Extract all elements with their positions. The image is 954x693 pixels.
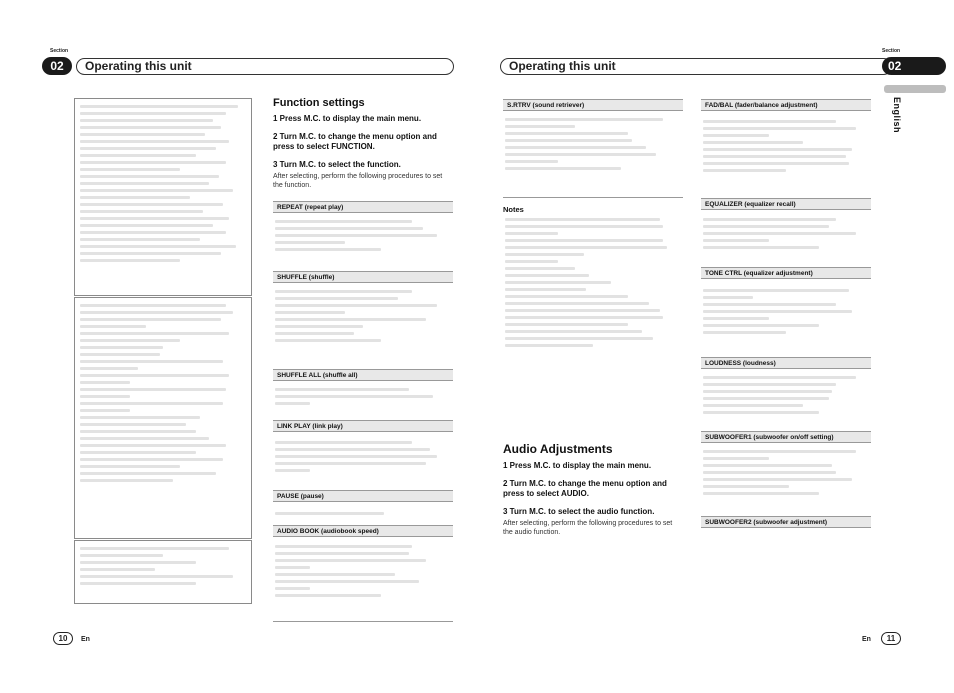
setting-body-loudness — [703, 376, 869, 418]
text-box-srtrv — [74, 540, 252, 604]
page-title-left: Operating this unit — [76, 58, 454, 75]
setting-body-link-play — [275, 441, 451, 476]
language-tab-english: English — [892, 97, 902, 134]
audio-step-2: 2 Turn M.C. to change the menu option and press to select AUDIO. — [503, 479, 667, 498]
section-number-left: 02 — [42, 57, 72, 75]
setting-head-shuffle: SHUFFLE (shuffle) — [273, 271, 453, 283]
function-step-1: 1 Press M.C. to display the main menu. — [273, 114, 422, 123]
setting-head-fad-bal: FAD/BAL (fader/balance adjustment) — [701, 99, 871, 111]
column-end-rule-left — [273, 621, 453, 622]
notes-heading: Notes — [503, 205, 524, 214]
audio-intro: After selecting, perform the following procedures to set the audio function. — [503, 520, 673, 536]
setting-body-repeat — [275, 220, 451, 255]
setting-head-shuffle-all: SHUFFLE ALL (shuffle all) — [273, 369, 453, 381]
language-tab-bar — [884, 85, 946, 93]
setting-head-repeat: REPEAT (repeat play) — [273, 201, 453, 213]
srtrv-end-rule — [503, 197, 683, 198]
page-title-right: Operating this unit — [500, 58, 892, 75]
language-code-left: En — [81, 636, 90, 643]
setting-body-tone-ctrl — [703, 289, 869, 338]
text-box-app-mode — [74, 297, 252, 539]
setting-head-srtrv: S.RTRV (sound retriever) — [503, 99, 683, 111]
setting-body-shuffle-all — [275, 388, 451, 409]
function-step-2: 2 Turn M.C. to change the menu option and press to select FUNCTION. — [273, 132, 437, 151]
setting-body-audio-book — [275, 545, 451, 601]
setting-head-loudness: LOUDNESS (loudness) — [701, 357, 871, 369]
setting-body-equalizer — [703, 218, 869, 253]
language-code-right: En — [862, 636, 871, 643]
setting-head-pause: PAUSE (pause) — [273, 490, 453, 502]
setting-body-pause — [275, 512, 451, 519]
setting-head-tone-ctrl: TONE CTRL (equalizer adjustment) — [701, 267, 871, 279]
setting-head-equalizer: EQUALIZER (equalizer recall) — [701, 198, 871, 210]
setting-body-shuffle — [275, 290, 451, 346]
page-number-right: 11 — [881, 632, 901, 645]
audio-step-3: 3 Turn M.C. to select the audio function. — [503, 507, 655, 516]
setting-body-subwoofer1 — [703, 450, 869, 499]
setting-head-subwoofer1: SUBWOOFER1 (subwoofer on/off setting) — [701, 431, 871, 443]
section-number-right: 02 — [882, 57, 946, 75]
audio-adjustments-heading: Audio Adjustments — [503, 442, 613, 456]
section-label-right: Section — [882, 48, 901, 54]
setting-head-subwoofer2: SUBWOOFER2 (subwoofer adjustment) — [701, 516, 871, 528]
function-step-3: 3 Turn M.C. to select the function. — [273, 160, 401, 169]
notes-body — [505, 218, 681, 351]
setting-body-fad-bal — [703, 120, 869, 176]
function-settings-heading: Function settings — [273, 97, 365, 109]
setting-body-srtrv — [505, 118, 681, 174]
text-box-song-selection — [74, 98, 252, 296]
page-number-left: 10 — [53, 632, 73, 645]
setting-head-link-play: LINK PLAY (link play) — [273, 420, 453, 432]
setting-head-audio-book: AUDIO BOOK (audiobook speed) — [273, 525, 453, 537]
audio-step-1: 1 Press M.C. to display the main menu. — [503, 461, 652, 470]
section-label-left: Section — [50, 48, 69, 54]
function-intro: After selecting, perform the following procedures to set the function. — [273, 173, 443, 189]
